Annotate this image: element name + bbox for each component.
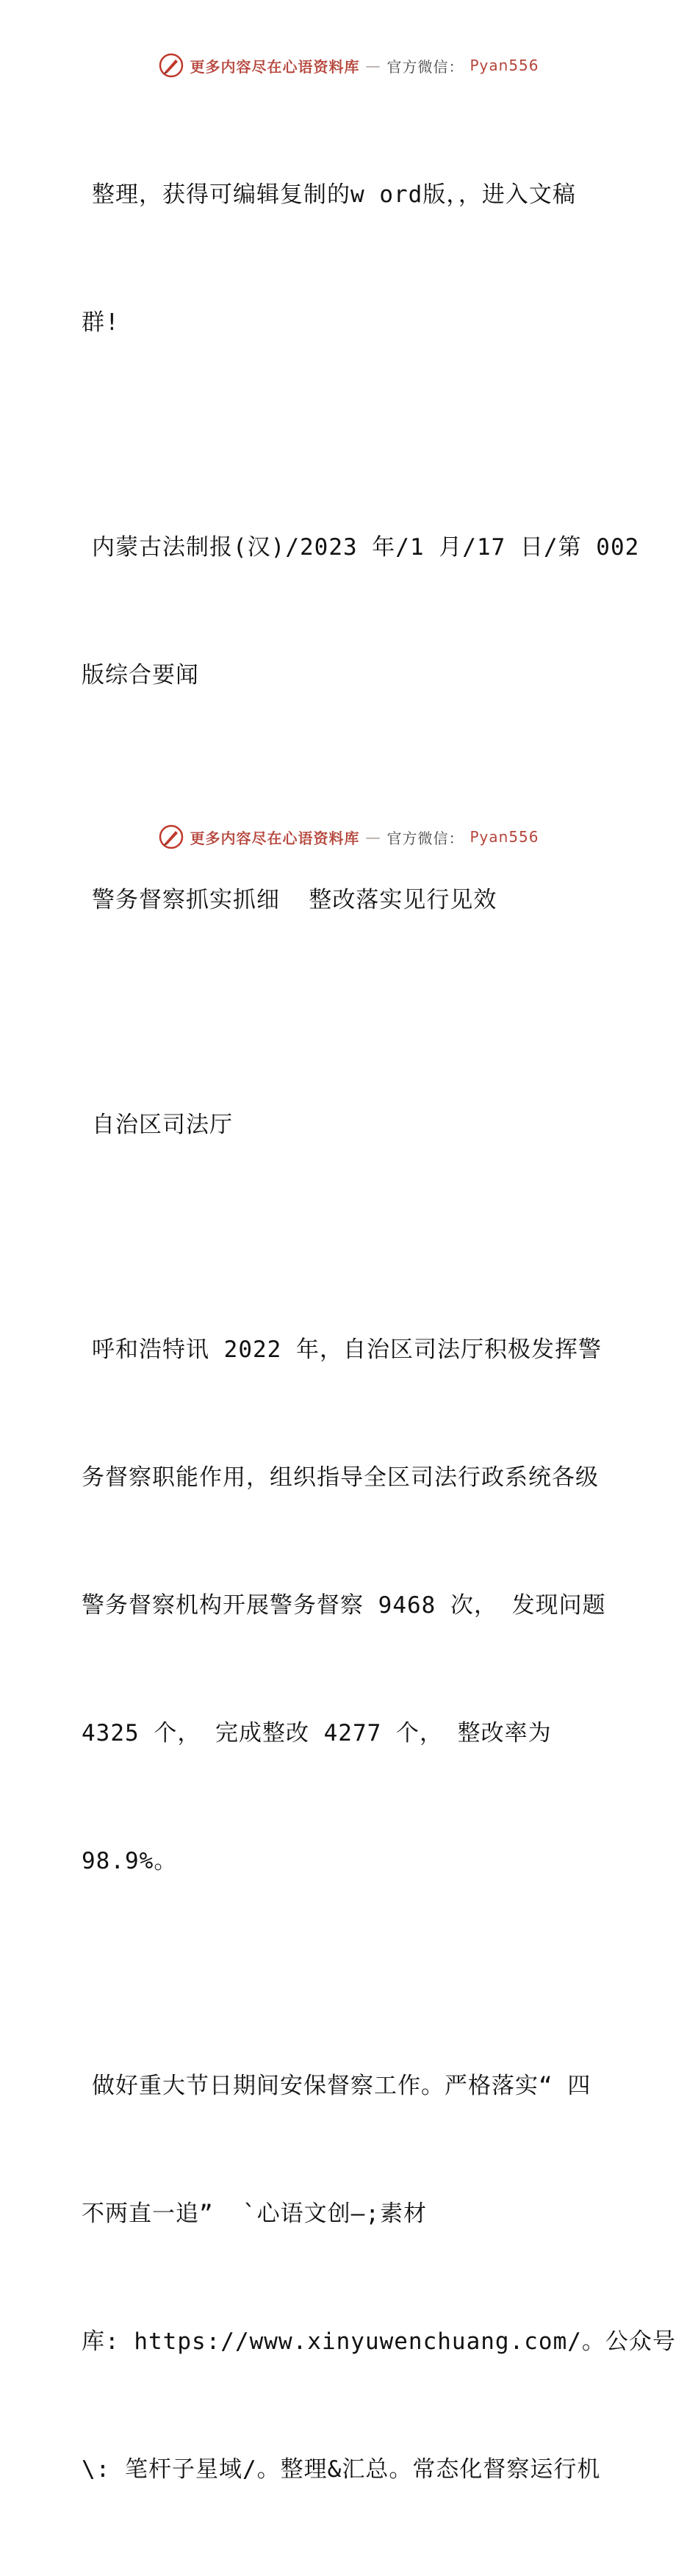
text-line: 群! <box>82 309 120 336</box>
watermark-separator: — <box>365 57 381 74</box>
text-line: 警务督察机构开展警务督察 9468 次， 发现问题 <box>82 1592 606 1619</box>
document-body <box>71 88 676 2576</box>
quill-logo-icon <box>159 53 184 78</box>
text-line: 呼和浩特讯 2022 年，自治区司法厅积极发挥警 <box>92 1336 602 1363</box>
text-line: 库: https://www.xinyuwenchuang.com/。公众号 <box>82 2328 676 2355</box>
text-line: 务督察职能作用，组织指导全区司法行政系统各级 <box>82 1464 599 1491</box>
watermark-wechat-id: Pyan556 <box>469 57 539 74</box>
text-line: 做好重大节日期间安保督察工作。严格落实“ 四 <box>92 2073 591 2099</box>
paragraph-intro <box>71 88 630 429</box>
watermark-official-label: 官方微信： <box>386 57 464 76</box>
text-line: 整理，获得可编辑复制的w ord版，，进入文稿 <box>92 181 576 208</box>
text-line: 自治区司法厅 <box>92 1112 233 1138</box>
text-line: 98.9%。 <box>82 1848 178 1874</box>
watermark-official-label: 官方微信： <box>386 829 464 847</box>
text-line: 4325 个， 完成整改 4277 个， 整改率为 <box>82 1720 552 1746</box>
text-line: 不两直一追” `心语文创—;素材 <box>82 2201 427 2227</box>
paragraph-security <box>71 1979 676 2576</box>
watermark-separator: — <box>365 828 381 846</box>
watermark-wechat-id: Pyan556 <box>469 828 539 846</box>
text-line: 警务督察抓实抓细 整改落实见行见效 <box>92 887 497 913</box>
watermark-brand: 更多内容尽在心语资料库 <box>190 829 360 847</box>
paragraph-source <box>71 441 640 782</box>
article-author <box>71 1018 630 1231</box>
watermark-brand: 更多内容尽在心语资料库 <box>190 57 360 76</box>
watermark-header <box>0 53 698 78</box>
text-line: 内蒙古法制报(汉)/2023 年/1 月/17 日/第 002 <box>92 534 640 561</box>
paragraph-summary <box>71 1243 630 1968</box>
text-line: 版综合要闻 <box>82 662 199 688</box>
watermark-footer <box>0 824 698 849</box>
quill-logo-icon <box>159 824 184 849</box>
text-line: \: 笔杆子星域/。整理&汇总。常态化督察运行机 <box>82 2456 601 2483</box>
